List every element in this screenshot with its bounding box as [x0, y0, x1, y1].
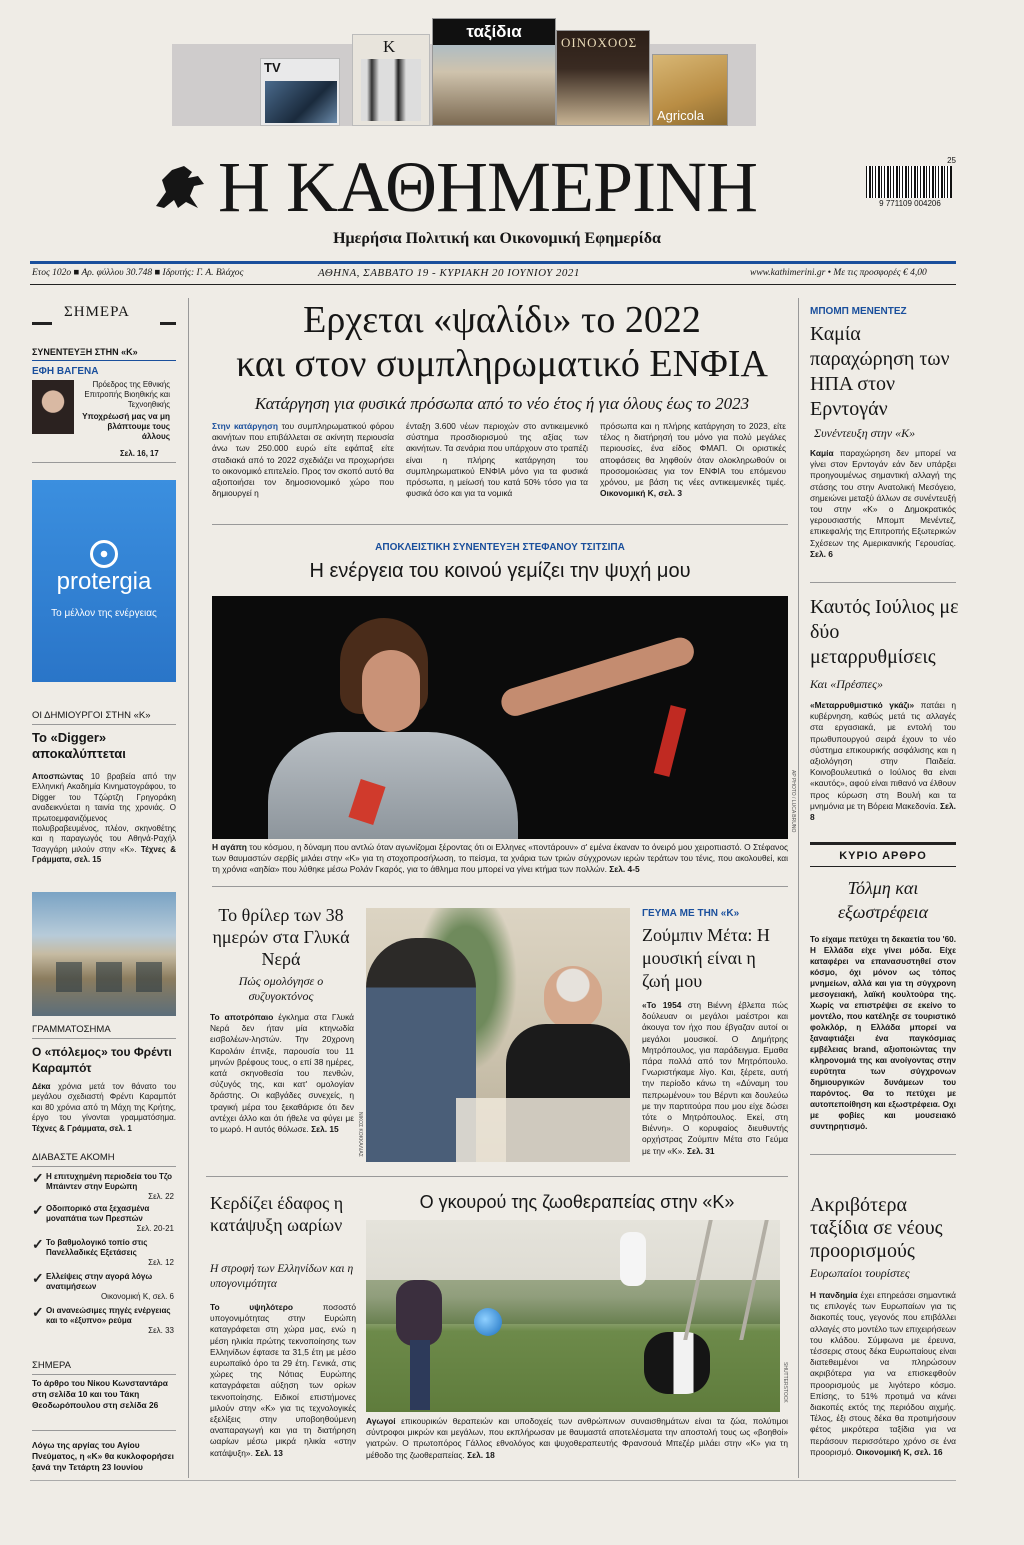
- lead-headline-line1[interactable]: Ερχεται «ψαλίδι» το 2022: [303, 299, 701, 341]
- notice-text: Λόγω της αργίας του Αγίου Πνεύματος, η «Κ» θα κυκλοφορήσει ξανά την Τετάρτη 23 Ιουνίου: [32, 1440, 174, 1472]
- therapy-dog: [644, 1332, 710, 1394]
- menendez-sub: Συνέντευξη στην «Κ»: [814, 426, 916, 440]
- dateline-rule: [30, 284, 956, 285]
- mehta-man-right-head: [544, 966, 602, 1030]
- lead-col2: ένταξη 3.600 νέων περιοχών στο αντικειμενικό σύστημα προσδιορισμού της αξίας των ακινήτων. Τα σενάρια που υπάρχουν στο τραπέζι είναι η πλήρης κατάργηση του συμπληρωματικού ΕΝΦΙΑ μόνο για τα φυσικά πρόσωπα, η μείωσή του κατά 50% τόσο για τα φυσικά όσο και για τα νομικά: [406, 421, 588, 499]
- lead-bottom-rule: [212, 524, 788, 525]
- travel-body: [810, 1290, 956, 1458]
- therapy-swing-child: [620, 1232, 646, 1286]
- lead-subhead: Κατάργηση για φυσικά πρόσωπα από το νέο έτος ή για όλους έως το 2023: [254, 394, 750, 413]
- therapy-caption: [366, 1416, 788, 1461]
- tsitsipas-bottom-rule: [212, 886, 788, 887]
- interview-bottom-rule: [32, 462, 176, 463]
- checkmark-icon: ✓: [32, 1236, 44, 1252]
- protergia-brand: protergia: [56, 568, 152, 595]
- supplement-agricola[interactable]: [652, 54, 728, 126]
- thriller-body: [210, 1012, 354, 1135]
- checkmark-icon: ✓: [32, 1270, 44, 1286]
- read-also-text: Ελλείψεις στην αγορά λόγω ανατιμήσεων: [46, 1272, 153, 1291]
- stamp-ref: Τέχνες & Γράμματα, σελ. 1: [32, 1123, 132, 1133]
- freezing-body-text: ποσοστό υπογονιμότητας στην Ευρώπη καταγράφεται στη χώρα μας, ενώ η μέση ηλικία πρώτης τεκνοποίησης των Ελληνίδων έφτασε τα 31,5 έτη με μέσο ευρωπαϊκό όρο τα 29 έτη. Γενικά, στις χώρες της Νότιας Ευρώπης καταγράφεται αύξηση των ορίων τεκνοποίησης. Ειδικοί επιστήμονες μιλούν στην «Κ» για τις τεχνολογικές εξελίξεις στην υποβοηθούμενη αναπαραγωγή και για τη διατήρηση ωαρίων μέσω μικρά ηλικία «στην κατάψυξη».: [210, 1302, 357, 1458]
- read-also-ref: Σελ. 12: [148, 1258, 174, 1267]
- supplement-agricola-label: Agricola: [657, 108, 704, 123]
- tsitsipas-caption-text: του κόσμου, η δύναμη που αντλώ όταν αγωνίζομαι ξέροντας ότι οι Ελληνες «ποντάρουν» σ' εμένα έκαναν το όνειρό μου χειροπιαστό. Ο Στέφανος των θαυμαστών σερβίς μιλάει στην «Κ» για τη στοχοπροσήλωση, το πείσμα, τα χνάρια των τριών σύγχρονων ιερών τεράτων του τένις, που ακολουθεί, και τη χρόνια «αηδία» που λύθηκε μέσω Ρολάν Γκαρός, για το άθλημα που μπορεί να γίνει κτήμα των πολλών.: [212, 842, 789, 875]
- tsitsipas-caption-ref: Σελ. 4-5: [609, 864, 640, 875]
- masthead-rule-blue: [30, 261, 956, 264]
- mehta-title[interactable]: Ζούμπιν Μέτα: Η μουσική είναι η ζωή μου: [642, 925, 770, 991]
- july-title[interactable]: Καυτός Ιούλιος με δύο μεταρρυθμίσεις: [810, 596, 959, 668]
- read-also-text: Οδοιπορικό στα ξεχασμένα μοναπάτια των Πρεσπών: [46, 1204, 150, 1223]
- interview-name[interactable]: ΕΦΗ ΒΑΓΕΝΑ: [32, 366, 99, 377]
- dateline-left: Ετος 102ο ■ Αρ. φύλλου 30.748 ■ Ιδρυτής: Γ. Α. Βλάχος: [32, 268, 244, 278]
- travel-sub: Ευρωπαίοι τουρίστες: [810, 1266, 910, 1280]
- supplement-taxidia[interactable]: [432, 18, 556, 126]
- tsitsipas-photo-credit: AP PHOTO / LUCA BRUNO: [790, 770, 796, 833]
- july-sub: Και «Πρέσπες»: [810, 677, 883, 691]
- tsitsipas-headline[interactable]: Η ενέργεια του κοινού γεμίζει την ψυχή μου: [309, 560, 691, 582]
- interview-photo: [32, 380, 74, 434]
- stamp-lead: Δέκα: [32, 1082, 51, 1091]
- menendez-body-text: παραχώρηση δεν μπορεί να γίνει στον Ερντογάν εάν δεν υπάρξει προηγουμένως σημαντική αλλαγή της στάσης του στην Ανατολική Μεσόγειο, σημειώνει μεταξύ άλλων σε συνέντευξή του στην «Κ» ο Δημοκρατικός γερουσιαστής Μπομπ Μενέντεζ, επικεφαλής της Επιτροπής Εξωτερικών Σχέσεων της Αμερικανικής Γερουσίας.: [810, 448, 956, 548]
- creators-lead: Αποσπώντας: [32, 772, 84, 781]
- travel-title[interactable]: Ακριβότερα ταξίδια σε νέους προορισμούς: [810, 1194, 943, 1262]
- read-also-item[interactable]: [32, 1306, 174, 1336]
- stamp-rule: [32, 1038, 176, 1039]
- masthead-logo: [148, 156, 208, 216]
- read-also-text: Το βαθμολογικό τοπίο στις Πανελλαδικές Εξετάσεις: [46, 1238, 148, 1257]
- travel-lead: Η πανδημία: [810, 1290, 858, 1300]
- therapy-caption-lead: Αγωγοί: [366, 1416, 396, 1426]
- july-lead: «Μεταρρυθμιστικό γκάζι»: [810, 700, 915, 710]
- freezing-title[interactable]: Κερδίζει έδαφος η κατάψυξη ωαρίων: [210, 1193, 344, 1235]
- interview-role: Πρόεδρος της Εθνικής Επιτροπής Βιοηθικής και Τεχνοηθικής: [84, 380, 170, 409]
- stamp-kicker: ΓΡΑΜΜΑΤΟΣΗΜΑ: [32, 1024, 111, 1035]
- menendez-ref: Σελ. 6: [810, 548, 833, 559]
- july-body-text: πατάει η κυβέρνηση, καθώς μετά τις αλλαγές στα εργασιακά, με εντολή του πρωθυπουργού σειρά έχουν το νέο σύστημα επικουρικής ασφάλισης και η αξιολόγηση στην Παιδεία. Κοινοβουλευτικά ο Ιούλιος θα είναι «καυτός», αφού είναι πιθανό να έλθουν προς κύρωση στη Βουλή και τα μνημόνια με τη Βόρεια Μακεδονία.: [810, 700, 956, 811]
- mehta-ref: Σελ. 31: [686, 1145, 715, 1156]
- supplement-k-label: K: [383, 37, 396, 56]
- menendez-body: [810, 448, 956, 560]
- checkmark-icon: ✓: [32, 1202, 44, 1218]
- therapy-ball: [474, 1308, 502, 1336]
- tsitsipas-photo[interactable]: [212, 596, 788, 839]
- therapy-caption-text: επικουρικών θεραπειών και υποδοχείς των ανθρώπινων συναισθημάτων είναι τα ζώα, πολύτιμοι σύντροφοι μικρών και μεγάλων, που εκπλήρωσαν με θαυμαστά αποτελέσματα την αποστολή τους ως «βοηθοί» γιατρών. Ο πρωτοπόρος Γάλλος εθνολόγος και ψυχοθεραπευτής Φρανσουά Μπεζέρ μιλάει στην «Κ» για τη μέθοδο της ζωοθεραπείας.: [366, 1416, 788, 1460]
- stamp-title[interactable]: Ο «πόλεμος» του Φρέντι Καραμπότ: [32, 1045, 172, 1075]
- dateline-center: ΑΘΗΝΑ, ΣΑΒΒΑΤΟ 19 - ΚΥΡΙΑΚΗ 20 ΙΟΥΝΙΟΥ 2021: [318, 267, 580, 279]
- mehta-kicker: ΓΕΥΜΑ ΜΕ ΤΗΝ «Κ»: [642, 908, 740, 919]
- tsitsipas-arm: [498, 634, 697, 719]
- protergia-ad[interactable]: [32, 480, 176, 682]
- checkmark-icon: ✓: [32, 1170, 44, 1186]
- tsitsipas-shirt: [268, 732, 518, 839]
- lead-headline-line2[interactable]: και στον συμπληρωματικό ΕΝΦΙΑ: [236, 343, 768, 385]
- tsitsipas-caption-lead: Η αγάπη: [212, 842, 247, 852]
- tsitsipas-ribbon: [654, 705, 686, 777]
- travel-body-text: έχει επηρεάσει σημαντικά τις επιλογές των Ευρωπαίων για τις διακοπές τους, γεγονός που επιβάλλει αλλαγές στο μοντέλο των επιχειρήσεων του κλάδου. Σύμφωνα με έρευνα, τέσσερις στους δέκα Ευρωπαίους είναι διατεθειμένοι να πληρώσουν ακριβότερα για να επισκεφθούν προορισμούς με λιγότερο κόσμο. Επίσης, το 51% προτιμά να κάνει διακοπές εκτός της περιόδου αιχμής. Τέλος, έξι στους δέκα θα προτιμήσουν φέτος μικρότερα ταξίδια για να περάσουν περισσότερο χρόνο σε ένα προορισμό.: [810, 1290, 957, 1457]
- read-also-ref: Σελ. 22: [148, 1192, 174, 1201]
- barcode-issue: 25: [947, 156, 956, 165]
- supplement-oinoxoos-label: ΟΙΝΟΧΟΟΣ: [561, 35, 638, 50]
- checkmark-icon: ✓: [32, 1304, 44, 1320]
- menendez-kicker: ΜΠΟΜΠ ΜΕΝΕΝΤΕΖ: [810, 306, 907, 317]
- stamp-photo: [32, 892, 176, 1016]
- stamp-body: [32, 1082, 176, 1134]
- dateline-right[interactable]: www.kathimerini.gr • Με τις προσφορές € 4,00: [750, 268, 927, 278]
- creators-title[interactable]: Το «Digger» αποκαλύπτεται: [32, 730, 126, 761]
- thriller-body-text: έγκλημα στα Γλυκά Νερά δεν ήταν μία κτηνωδία εισβολέων-ληστών. Την 20χρονη Καρολάιν έπνιξε, παρουσία του 11 μηνών βρέφους τους, ο επί 38 ημέρες, κατά σκηνοθεσία του πενθών, σύζυγός της, και κατ' ομολογίαν δράστης. Οι καβγάδες συνεχείς, η τραγική μέρα του ξεκαθάρισε ότι δεν αντέχει άλλο και ότι ήθελε να φύγει με το μωρό. Η αυτός θόλωσε.: [210, 1012, 354, 1135]
- therapy-headline[interactable]: Ο γκουρού της ζωοθεραπείας στην «Κ»: [419, 1192, 735, 1212]
- thriller-sub: Πώς ομολόγησε ο συζυγοκτόνος: [238, 974, 324, 1003]
- mehta-lead: «Το 1954: [642, 1000, 682, 1010]
- therapy-photo[interactable]: [366, 1220, 780, 1412]
- read-also-item[interactable]: [32, 1172, 174, 1202]
- today-rule-left: [32, 322, 52, 325]
- barcode-number: 9 771109 004206: [879, 199, 941, 208]
- right-column-divider: [798, 298, 799, 1478]
- editorial-title[interactable]: Τόλμη και εξωστρέφεια: [837, 878, 929, 922]
- stamp-body-text: χρόνια μετά τον θάνατο του μεγάλου σχεδιαστή Φρέντι Καραμπότ και 80 χρόνια από τη Μάχη της Κρήτης, έργο του γίνονται γραμματόσημα.: [32, 1082, 176, 1123]
- tsitsipas-caption: [212, 842, 788, 876]
- creators-kicker: ΟΙ ΔΗΜΙΟΥΡΓΟΙ ΣΤΗΝ «Κ»: [32, 710, 151, 721]
- today2-rule: [32, 1374, 176, 1375]
- protergia-slogan: Το μέλλον της ενέργειας: [51, 608, 157, 619]
- read-also-label: ΔΙΑΒΑΣΤΕ ΑΚΟΜΗ: [32, 1152, 115, 1163]
- lead-col1-text: του συμπληρωματικού φόρου ακινήτων που επιβάλλεται σε ακίνητη περιουσία άνω των 250.000 ευρώ είτε εφάπαξ είτε σταδιακά από το 2022 σχεδιάζει να προχωρήσει το οικονομικό επιτελείο. Προς τον σκοπό αυτό θα αξιοποιήσει τον δημοσιονομικό χώρο που δημιουργεί η: [212, 421, 394, 499]
- mehta-photo-credit: ΝΙΚΟΣ ΚΟΚΚΑΛΙΑΣ: [357, 1112, 363, 1157]
- tsitsipas-kicker: ΑΠΟΚΛΕΙΣΤΙΚΗ ΣΥΝΕΝΤΕΥΞΗ ΣΤΕΦΑΝΟΥ ΤΣΙΤΣΙΠΑ: [375, 542, 625, 553]
- mehta-body-text: στη Βιέννη έβλεπα πώς δούλευαν οι μεγάλοι μαέστροι και άκουγα τον ήχο που έβγαζαν αυτοί οι μεγάλοι μουσικοί. Ο Δημήτρης Μητρόπουλος, για παράδειγμα. Εμαθα πάρα πολλά από τον Μητρόπουλο. Γνωριστήκαμε λίγο. Και, ξέρετε, αυτή την περίοδο κάνω τη «Δύναμη του πεπρωμένου» του Βέρντι και δουλεύω με την παρτιτούρα που μου είχε δώσει τότε ο Μητρόπουλος. Εκεί, στη Βιέννη». Ο κορυφαίος διευθυντής ορχήστρας Ζούμπιν Μέτα στο Γεύμα με την «Κ».: [642, 1000, 788, 1156]
- creators-ref: Τέχνες & Γράμματα, σελ. 15: [32, 844, 176, 865]
- today2-label: ΣΗΜΕΡΑ: [32, 1360, 71, 1371]
- supplement-tv-photo: [265, 81, 337, 123]
- supplement-taxidia-label: ταξίδια: [433, 19, 555, 45]
- freezing-ref: Σελ. 13: [255, 1447, 283, 1458]
- lead-col1-lead: Στην κατάργηση: [212, 421, 278, 431]
- supplement-tv-label: TV: [264, 60, 281, 75]
- read-also-rule: [32, 1166, 176, 1167]
- tsitsipas-face: [362, 650, 420, 732]
- today2-text: Το άρθρο του Νίκου Κωνσταντάρα στη σελίδα 10 και του Τάκη Θεοδωρόπουλου στη σελίδα 26: [32, 1378, 168, 1410]
- editorial-top-rule: [810, 842, 956, 845]
- interview-rule: [32, 360, 176, 361]
- editorial-bottom-rule: [810, 1154, 956, 1155]
- stamp-planes: [42, 962, 162, 992]
- mehta-body: [642, 1000, 788, 1157]
- travel-ref: Οικονομική Κ, σελ. 16: [855, 1446, 943, 1457]
- read-also-ref: Σελ. 33: [148, 1326, 174, 1335]
- notice-rule: [32, 1430, 176, 1431]
- supplement-tv[interactable]: [260, 58, 340, 126]
- menendez-bottom-rule: [810, 582, 956, 583]
- mehta-photo[interactable]: [366, 908, 630, 1162]
- mehta-table: [456, 1098, 630, 1162]
- lead-col3: [600, 421, 786, 499]
- masthead-title[interactable]: Η ΚΑΘΗΜΕΡΙΝΗ: [218, 147, 758, 227]
- creators-body-text: 10 βραβεία από την Ελληνική Ακαδημία Κινηματογράφου, το Digger του Τζώρτζη Γρηγοράκη αναδεικνύεται η ταινία της χρονιάς. Ο πρωτοεμφανιζόμενος πολυβραβευμένος, πλέον, σκηνοθέτης και η παραγωγός του Αθηνά-Ραχήλ Τσαγγάρη μιλούν στην «Κ».: [32, 772, 176, 854]
- left-column-divider: [188, 298, 189, 1478]
- therapy-photo-credit: SHUTTERSTOCK: [782, 1362, 788, 1403]
- read-also-text: Η επιτυχημένη περιοδεία του Τζο Μπάιντεν στην Ευρώπη: [46, 1172, 173, 1191]
- july-body: [810, 700, 956, 823]
- freezing-sub: Η στροφή των Ελληνίδων και η υπογονιμότητα: [210, 1263, 354, 1290]
- mehta-bottom-rule: [206, 1176, 788, 1177]
- july-ref: Σελ. 8: [810, 800, 956, 823]
- lead-col1: [212, 421, 394, 499]
- today-rule-right: [160, 322, 176, 325]
- thriller-ref: Σελ. 15: [311, 1124, 339, 1135]
- creators-rule: [32, 724, 176, 725]
- interview-kicker: ΣΥΝΕΝΤΕΥΞΗ ΣΤΗΝ «Κ»: [32, 347, 138, 357]
- read-also-item[interactable]: [32, 1238, 174, 1268]
- lead-col3-ref: Οικονομική Κ, σελ. 3: [600, 488, 683, 499]
- editorial-label: ΚΥΡΙΟ ΑΡΘΡΟ: [839, 850, 927, 862]
- thriller-title[interactable]: Το θρίλερ των 38 ημερών στα Γλυκά Νερά: [212, 905, 350, 969]
- supplement-k[interactable]: [352, 34, 430, 126]
- read-also-ref: Σελ. 20-21: [136, 1224, 174, 1233]
- menendez-title[interactable]: Καμία παραχώρηση των ΗΠΑ στον Ερντογάν: [810, 323, 950, 420]
- griffin-emblem-icon: [148, 156, 208, 216]
- creators-body: [32, 772, 176, 866]
- lead-col3-text: πρόσωπα και η πλήρης κατάργηση το 2023, είτε τέλος η διατήρησή του μόνο για πολύ μεγάλες περιουσίες, ένα είδος ΦΜΑΠ. Οι οριστικές αποφάσεις θα ληφθούν όταν ολοκληρωθούν οι προσομοιώσεις για τον ΕΝΦΙΑ του επόμενου χρόνου, με βάση τις νέες αντικειμενικές τιμές.: [600, 421, 786, 488]
- editorial-body: Το είχαμε πετύχει τη δεκαετία του '60. Η Ελλάδα είχε γίνει μόδα. Είχε καταφέρει να επανασυστηθεί στον κόσμο, όχι μόνον ως τόπος μνημείων, αλλά και για τη σύγχρονη μεσογειακή, λαϊκή κουλτούρα της. Χωρίς να επιστρέψει σε εκείνο το μοντέλο, που κατέληξε σε τουριστικό φολκλόρ, η Ελλάδα μπορεί να ξαναφτιάξει ένα παγκόσμιας εμβέλειας brand, αξιοποιώντας την κληρονομιά της και ανοίγοντας στην ευρύτητα των σύγχρονων δημιουργικών δυνάμεων του παρόντος. Θα το πετύχει με αυτοπεποίθηση και εξωστρέφεια. Οχι με φοβίες και μουσειακό συντηρητισμό.: [810, 935, 956, 1131]
- barcode-bars: [866, 166, 952, 198]
- read-also-item[interactable]: [32, 1272, 174, 1302]
- protergia-logo-icon: [90, 540, 118, 568]
- barcode: [864, 156, 956, 208]
- masthead-subtitle: Ημερήσια Πολιτική και Οικονομική Εφημερίδα: [333, 230, 661, 247]
- therapy-child-body: [396, 1280, 442, 1346]
- thriller-lead: Το αποτρόπαιο: [210, 1012, 274, 1022]
- interview-quote[interactable]: Υποχρέωσή μας να μη βλάπτουμε τους άλλους: [82, 412, 170, 441]
- interview-ref: Σελ. 16, 17: [120, 449, 159, 458]
- read-also-ref: Οικονομική Κ, σελ. 6: [100, 1292, 174, 1301]
- menendez-lead: Καμία: [810, 448, 834, 458]
- supplement-k-figures: [361, 59, 421, 121]
- therapy-caption-ref: Σελ. 18: [467, 1449, 495, 1460]
- today-label: ΣΗΜΕΡΑ: [64, 304, 130, 320]
- therapy-child-legs: [410, 1340, 430, 1410]
- supplement-oinoxoos[interactable]: [556, 30, 650, 126]
- read-also-item[interactable]: [32, 1204, 174, 1234]
- read-also-text: Οι ανανεώσιμες πηγές ενέργειας και το «έξυπνο» ρεύμα: [46, 1306, 171, 1325]
- freezing-body: [210, 1302, 356, 1459]
- freezing-lead: Το υψηλότερο: [210, 1302, 294, 1312]
- page-bottom-rule: [30, 1480, 956, 1481]
- editorial-label-rule: [810, 866, 956, 867]
